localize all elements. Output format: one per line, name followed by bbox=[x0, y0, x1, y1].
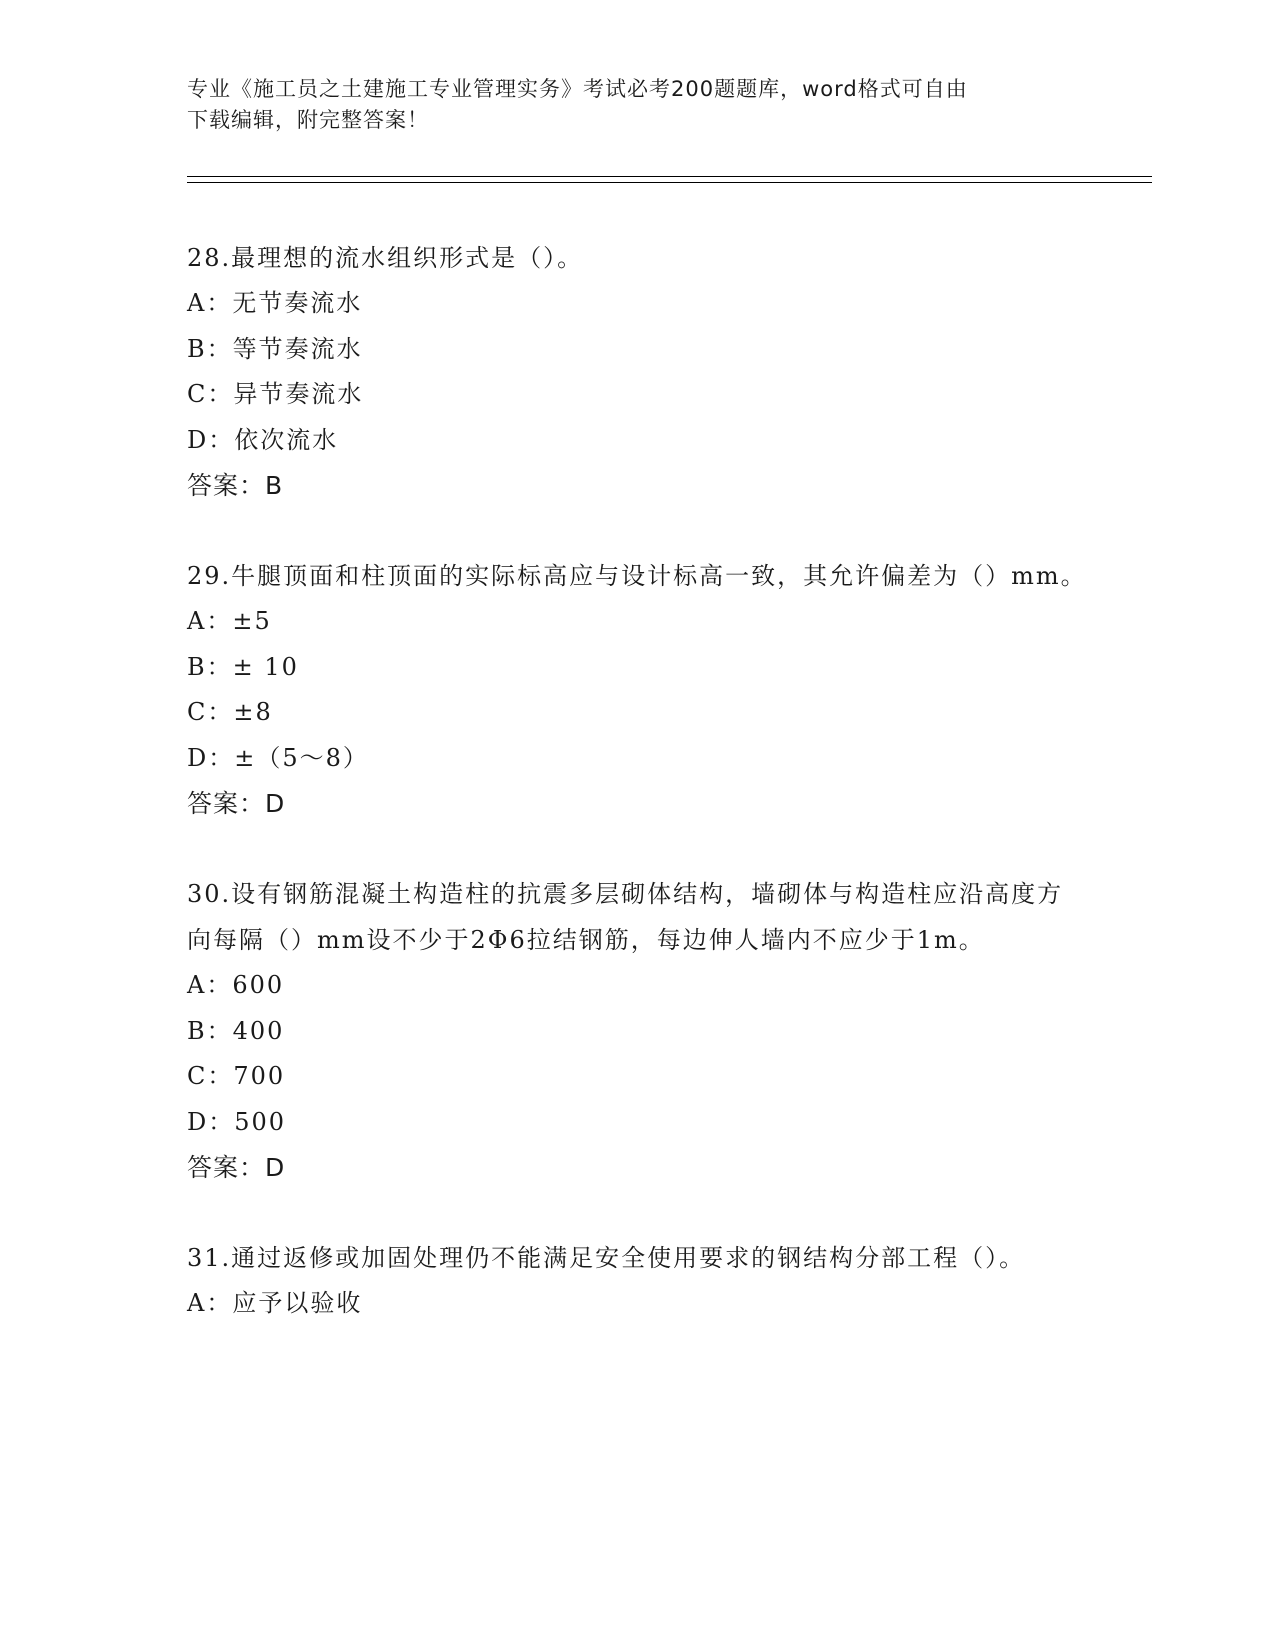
answer: 答案：D bbox=[187, 789, 286, 818]
question-29 bbox=[187, 553, 1087, 826]
question-text: 30.设有钢筋混凝土构造柱的抗震多层砌体结构，墙砌体与构造柱应沿高度方向每隔（）mm设不少于2Φ6拉结钢筋，每边伸人墙内不应少于1m。 bbox=[187, 880, 1064, 954]
question-list bbox=[187, 235, 1087, 1372]
header-line-1: 专业《施工员之土建施工专业管理实务》考试必考200题题库，word格式可自由 bbox=[187, 77, 968, 101]
option-c: C：700 bbox=[187, 1062, 286, 1090]
option-d: D：±（5～8） bbox=[187, 743, 369, 772]
option-b: B：± 10 bbox=[187, 652, 299, 681]
question-28 bbox=[187, 235, 1087, 508]
option-d: D：500 bbox=[187, 1107, 287, 1136]
question-text: 29.牛腿顶面和柱顶面的实际标高应与设计标高一致，其允许偏差为（）mm。 bbox=[187, 562, 1087, 590]
question-31 bbox=[187, 1235, 1087, 1327]
option-d: D：依次流水 bbox=[187, 425, 339, 454]
option-c: C：异节奏流水 bbox=[187, 380, 364, 408]
question-text: 28.最理想的流水组织形式是（）。 bbox=[187, 244, 584, 272]
header-divider-bottom bbox=[187, 182, 1152, 183]
option-a: A：无节奏流水 bbox=[187, 289, 363, 317]
document-header bbox=[187, 74, 1087, 136]
header-line-2: 下载编辑，附完整答案！ bbox=[187, 108, 429, 132]
option-a: A：600 bbox=[187, 971, 285, 999]
option-a: A：±5 bbox=[187, 607, 272, 635]
answer: 答案：B bbox=[187, 471, 284, 500]
option-c: C：±8 bbox=[187, 698, 273, 726]
answer: 答案：D bbox=[187, 1153, 286, 1182]
header-divider-top bbox=[187, 176, 1152, 177]
option-a: A：应予以验收 bbox=[187, 1289, 363, 1317]
question-text: 31.通过返修或加固处理仍不能满足安全使用要求的钢结构分部工程（）。 bbox=[187, 1244, 1026, 1272]
option-b: B：400 bbox=[187, 1016, 285, 1045]
option-b: B：等节奏流水 bbox=[187, 334, 363, 363]
question-30 bbox=[187, 871, 1087, 1190]
